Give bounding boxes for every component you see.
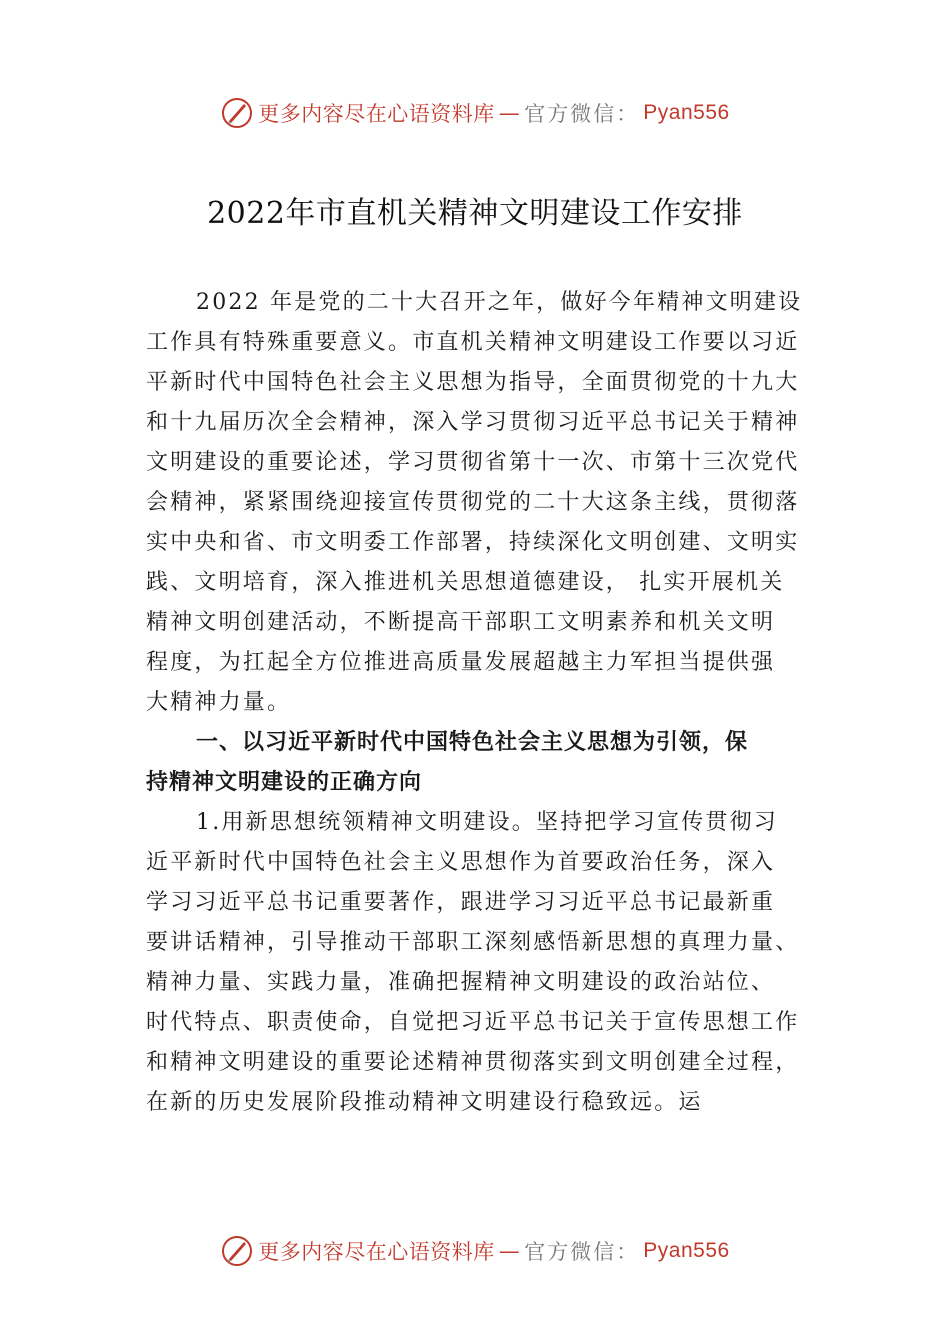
- paragraph-line: 程度，为扛起全方位推进高质量发展超越主力军担当提供强: [146, 650, 776, 675]
- watermark-text: 更多内容尽在心语资料库: [258, 102, 495, 126]
- paragraph-line: 和十九届历次全会精神，深入学习贯彻习近平总书记关于精神: [146, 410, 800, 435]
- paragraph-line: 近平新时代中国特色社会主义思想作为首要政治任务，深入: [146, 850, 776, 875]
- watermark-label: 官方微信：: [524, 102, 640, 126]
- paragraph-line: 学习习近平总书记重要著作，跟进学习习近平总书记最新重: [146, 890, 776, 915]
- paragraph-line: 平新时代中国特色社会主义思想为指导，全面贯彻党的十九大: [146, 370, 800, 395]
- watermark-header: [0, 96, 950, 130]
- paragraph-line: 1.用新思想统领精神文明建设。坚持把学习宣传贯彻习: [196, 810, 778, 835]
- paragraph-line: 要讲话精神，引导推动干部职工深刻感悟新思想的真理力量、: [146, 930, 800, 955]
- watermark-wechat-id: Pyan556: [643, 1239, 730, 1262]
- paragraph-line: 精神力量、实践力量，准确把握精神文明建设的政治站位、: [146, 970, 776, 995]
- paragraph-line: 大精神力量。: [146, 690, 292, 715]
- quill-logo-icon: [220, 1234, 254, 1268]
- watermark-text: 更多内容尽在心语资料库: [258, 1240, 495, 1264]
- quill-logo-icon: [220, 96, 254, 130]
- watermark-dash: —: [498, 101, 521, 125]
- paragraph-line: 会精神，紧紧围绕迎接宣传贯彻党的二十大这条主线，贯彻落: [146, 490, 800, 515]
- paragraph-line: 和精神文明建设的重要论述精神贯彻落实到文明创建全过程，: [146, 1050, 800, 1075]
- paragraph-line: 实中央和省、市文明委工作部署，持续深化文明创建、文明实: [146, 530, 800, 555]
- document-title: 2022年市直机关精神文明建设工作安排: [207, 196, 743, 231]
- section-heading: 一、以习近平新时代中国特色社会主义思想为引领，保: [196, 730, 749, 755]
- document-body: [146, 283, 836, 1123]
- watermark-wechat-id: Pyan556: [643, 101, 730, 124]
- paragraph-line: 践、文明培育，深入推进机关思想道德建设， 扎实开展机关: [146, 570, 785, 595]
- paragraph-line: 文明建设的重要论述，学习贯彻省第十一次、市第十三次党代: [146, 450, 800, 475]
- section-heading: 持精神文明建设的正确方向: [146, 770, 423, 795]
- watermark-label: 官方微信：: [524, 1240, 640, 1264]
- paragraph-line: 精神文明创建活动，不断提高干部职工文明素养和机关文明: [146, 610, 776, 635]
- paragraph-line: 时代特点、职责使命，自觉把习近平总书记关于宣传思想工作: [146, 1010, 800, 1035]
- watermark-dash: —: [498, 1239, 521, 1263]
- watermark-footer: [0, 1234, 950, 1268]
- paragraph-line: 工作具有特殊重要意义。市直机关精神文明建设工作要以习近: [146, 330, 800, 355]
- paragraph-line: 2022 年是党的二十大召开之年，做好今年精神文明建设: [196, 290, 803, 315]
- paragraph-line: 在新的历史发展阶段推动精神文明建设行稳致远。运: [146, 1090, 703, 1115]
